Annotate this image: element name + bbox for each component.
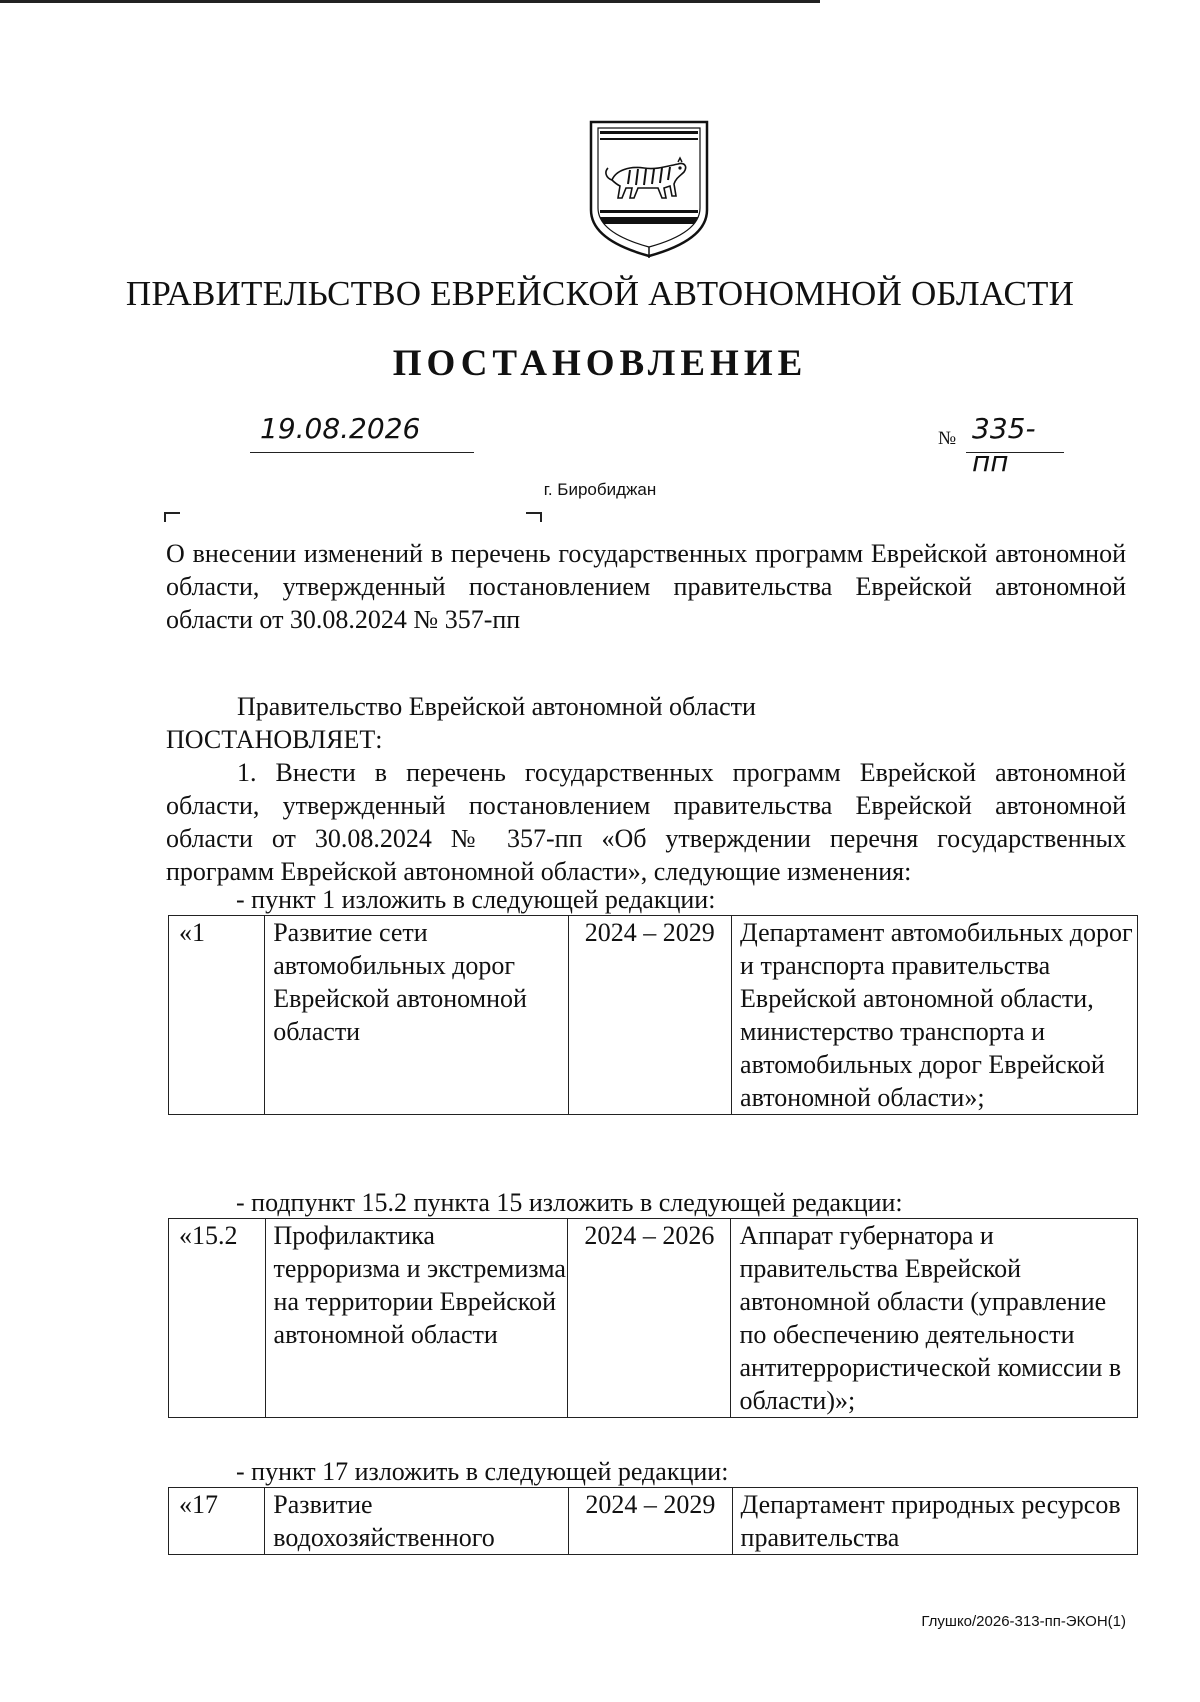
amendment-note: - пункт 17 изложить в следующей редакции: (236, 1457, 729, 1486)
intro-government: Правительство Еврейской автономной области (237, 692, 756, 721)
program-number: «15.2 (169, 1219, 266, 1418)
subject-bracket-right (526, 512, 542, 522)
program-period: 2024 – 2026 (568, 1219, 731, 1418)
table-row (169, 1488, 1138, 1555)
program-number: «17 (169, 1488, 265, 1555)
amendment-note: - пункт 1 изложить в следующей редакции: (236, 885, 716, 914)
document-reference: Глушко/2026-313-пп-ЭКОН(1) (921, 1613, 1126, 1630)
program-period: 2024 – 2029 (569, 1488, 732, 1555)
decree-number: 335-пп (966, 412, 1064, 453)
decree-date: 19.08.2026 (250, 412, 474, 453)
program-responsible: Аппарат губернатора и правительства Еврейской автономной области (управление по обеспечению деятельности антитеррористической комиссии в области)»; (731, 1219, 1138, 1418)
program-responsible: Департамент автомобильных дорог и транспорта правительства Еврейской автономной области, министерство транспорта и автомобильных дорог Еврейской автономной области»; (732, 916, 1138, 1115)
decree-subject: О внесении изменений в перечень государственных программ Еврейской автономной области, утвержденный постановлением правительства Еврейской автономной области от 30.08.2024 № 357-пп (166, 539, 1126, 634)
program-table (168, 1218, 1138, 1418)
subject-bracket-left (164, 512, 180, 522)
coat-of-arms-tiger-icon (586, 118, 712, 260)
paragraph-1: 1. Внести в перечень государственных программ Еврейской автономной области, утвержденный постановлением правительства Еврейской автономной области от 30.08.2024 № 357-пп «Об утверждении перечня государственных программ Еврейской автономной области», следующие изменения: (166, 758, 1126, 886)
government-title: ПРАВИТЕЛЬСТВО ЕВРЕЙСКОЙ АВТОНОМНОЙ ОБЛАСТИ (125, 274, 1075, 313)
program-table (168, 1487, 1138, 1555)
number-label: № (938, 428, 957, 449)
amendment-note: - подпункт 15.2 пункта 15 изложить в следующей редакции: (236, 1188, 903, 1217)
program-name: Развитие водохозяйственного (265, 1488, 569, 1555)
program-name: Развитие сети автомобильных дорог Еврейской автономной области (265, 916, 568, 1115)
table-row (169, 916, 1138, 1115)
program-number: «1 (169, 916, 265, 1115)
program-name: Профилактика терроризма и экстремизма на территории Еврейской автономной области (265, 1219, 568, 1418)
program-table (168, 915, 1138, 1115)
program-responsible: Департамент природных ресурсов правительства (732, 1488, 1137, 1555)
city-name: г. Биробиджан (543, 480, 657, 499)
table-row (169, 1219, 1138, 1418)
scan-top-edge (0, 0, 820, 3)
program-period: 2024 – 2029 (568, 916, 732, 1115)
document-type: ПОСТАНОВЛЕНИЕ (392, 343, 808, 384)
intro-resolves: ПОСТАНОВЛЯЕТ: (166, 725, 383, 754)
